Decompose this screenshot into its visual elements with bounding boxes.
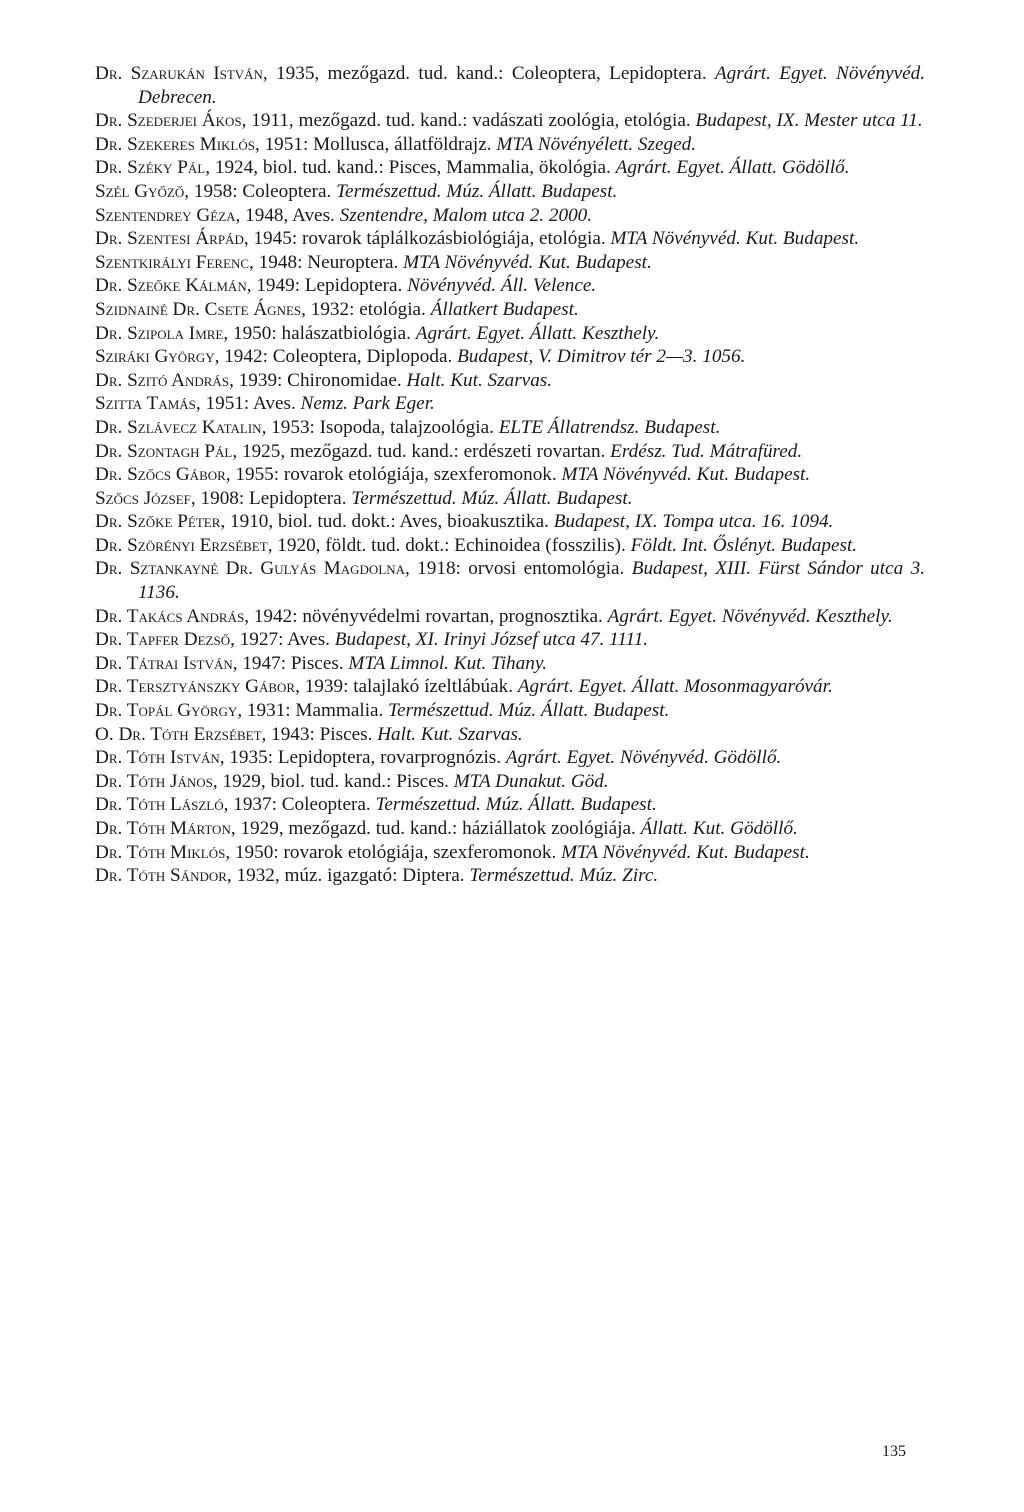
- entry-name: Dr. Tóth Márton: [95, 818, 231, 839]
- entry-name: Dr. Szőcs Gábor: [95, 464, 226, 486]
- entry-info: , 1935, mezőgazd. tud. kand.: Coleoptera, Lepidoptera.: [262, 63, 707, 84]
- entry-affiliation: MTA Növényvéd. Kut. Budapest.: [561, 841, 810, 863]
- entry-name: Dr. Tóth Miklós: [95, 841, 226, 863]
- entry-affiliation: Természettud. Múz. Állatt. Budapest.: [336, 180, 618, 202]
- directory-entry: [95, 534, 925, 558]
- directory-entry: [95, 369, 925, 393]
- entry-affiliation: Agrárt. Egyet. Állatt. Mosonmagyaróvár.: [517, 676, 833, 698]
- entry-affiliation: Állatkert Budapest.: [430, 298, 579, 320]
- entry-name: Dr. Tóth István: [95, 747, 220, 769]
- entry-name: Sziráki György: [95, 346, 215, 368]
- entry-affiliation: ELTE Állatrendsz. Budapest.: [498, 416, 721, 438]
- entry-info: , 1931: Mammalia.: [237, 700, 384, 722]
- entry-info: , 1918: orvosi entomológia.: [405, 558, 625, 580]
- entry-name: Szidnainé Dr. Csete Ágnes: [95, 298, 302, 320]
- entry-affiliation: Halt. Kut. Szarvas.: [406, 369, 553, 391]
- entry-name: Dr. Szontagh Pál: [95, 440, 233, 462]
- entry-name: Dr. Takács András: [95, 605, 245, 627]
- entry-info: , 1939: talajlakó ízeltlábúak.: [295, 676, 514, 698]
- page-number: 135: [882, 1443, 906, 1460]
- directory-entry: [95, 628, 925, 652]
- entry-name: Dr. Tapfer Dezső: [95, 629, 231, 651]
- directory-entry: [95, 510, 925, 534]
- entry-info: , 1910, biol. tud. dokt.: Aves, bioakusztika.: [220, 511, 549, 533]
- directory-entry: [95, 723, 925, 747]
- directory-entry: [95, 841, 925, 865]
- entry-name: Szentendrey Géza: [95, 204, 236, 226]
- entry-info: , 1920, földt. tud. dokt.: Echinoidea (fosszilis).: [267, 534, 626, 556]
- entry-affiliation: Természettud. Múz. Állatt. Budapest.: [375, 794, 657, 816]
- entry-info: , 1948, Aves.: [235, 204, 335, 226]
- entry-affiliation: Agrárt. Egyet. Állatt. Keszthely.: [415, 322, 660, 344]
- entry-info: , 1951: Aves.: [195, 393, 296, 415]
- entry-name: Szitta Tamás: [95, 393, 196, 415]
- directory-entry: [95, 770, 925, 794]
- directory-entry: [95, 746, 925, 770]
- entry-info: , 1951: Mollusca, állatföldrajz.: [254, 133, 492, 155]
- entry-info: , 1911, mezőgazd. tud. kand.: vadászati zoológia, etológia.: [241, 110, 691, 132]
- directory-entry: [95, 557, 925, 604]
- entry-name: Dr. Tátrai István: [95, 652, 233, 674]
- directory-entry: [95, 109, 925, 133]
- entry-info: , 1955: rovarok etológiája, szexferomonok.: [225, 464, 557, 486]
- entry-info: , 1935: Lepidoptera, rovarprognózis.: [219, 747, 502, 769]
- entry-affiliation: MTA Dunakut. Göd.: [453, 770, 609, 792]
- directory-entry: [95, 62, 925, 109]
- entry-info: , 1942: növényvédelmi rovartan, prognosztika.: [244, 605, 603, 627]
- entry-info: , 1932, múz. igazgató: Diptera.: [226, 865, 465, 887]
- entry-info: , 1937: Coleoptera.: [223, 794, 371, 816]
- directory-entry: [95, 156, 925, 180]
- entry-name: Dr. Szederjei Ákos: [95, 110, 242, 132]
- entry-name: Dr. Tóth János: [95, 770, 213, 792]
- directory-entry: [95, 227, 925, 251]
- directory-entry: [95, 345, 925, 369]
- entry-name: Dr. Szlávecz Katalin: [95, 416, 262, 438]
- entry-affiliation: Természettud. Múz. Állatt. Budapest.: [388, 700, 670, 722]
- entry-name: Dr. Szitó András: [95, 369, 230, 391]
- entry-affiliation: MTA Limnol. Kut. Tihany.: [348, 652, 548, 674]
- directory-entry: [95, 392, 925, 416]
- entry-affiliation: Budapest, IX. Mester utca 11.: [695, 110, 923, 132]
- entry-info: , 1950: rovarok etológiája, szexferomonok.: [225, 841, 557, 863]
- directory-entry: [95, 298, 925, 322]
- entry-name: Dr. Topál György: [95, 700, 238, 722]
- entry-info: , 1947: Pisces.: [232, 652, 344, 674]
- directory-entry: [95, 487, 925, 511]
- entry-info: , 1927: Aves.: [230, 629, 330, 651]
- entry-info: , 1953: Isopoda, talajzoológia.: [261, 416, 494, 438]
- entry-affiliation: Nemz. Park Eger.: [300, 393, 435, 415]
- entry-affiliation: Természettud. Múz. Zirc.: [469, 865, 659, 887]
- entry-affiliation: MTA Növényvéd. Kut. Budapest.: [561, 464, 811, 486]
- entry-info: , 1948: Neuroptera.: [249, 251, 399, 273]
- entry-affiliation: MTA Növényvéd. Kut. Budapest.: [610, 228, 860, 250]
- directory-entry: [95, 699, 925, 723]
- entry-affiliation: Budapest, XIII. Fürst Sándor utca 3. 1136.: [138, 558, 925, 604]
- directory-entry: [95, 440, 925, 464]
- entry-info: , 1958: Coleoptera.: [184, 180, 332, 202]
- entry-affiliation: Budapest, V. Dimitrov tér 2—3. 1056.: [457, 346, 746, 368]
- directory-entry: [95, 204, 925, 228]
- entry-affiliation: MTA Növényvéd. Kut. Budapest.: [403, 251, 652, 273]
- directory-entry: [95, 322, 925, 346]
- entry-name: Szél Győző: [95, 180, 185, 202]
- entry-name: Dr. Szeőke Kálmán: [95, 275, 247, 297]
- entry-info: , 1932: etológia.: [301, 298, 426, 320]
- directory-entry: [95, 817, 925, 841]
- entry-affiliation: Agrárt. Egyet. Állatt. Gödöllő.: [615, 157, 850, 179]
- entry-affiliation: Szentendre, Malom utca 2. 2000.: [339, 204, 593, 226]
- entry-name: Dr. Tersztyánszky Gábor: [95, 676, 296, 698]
- entry-name: Dr. Tóth Sándor: [95, 865, 227, 887]
- entry-info: , 1929, mezőgazd. tud. kand.: háziállatok zoológiája.: [230, 818, 636, 839]
- directory-entry: [95, 180, 925, 204]
- entry-info: , 1908: Lepidoptera.: [190, 487, 347, 509]
- entry-info: , 1945: rovarok táplálkozásbiológiája, etológia.: [243, 228, 606, 250]
- entry-affiliation: Agrárt. Egyet. Növényvéd. Gödöllő.: [505, 747, 782, 769]
- directory-entry: [95, 864, 925, 888]
- entry-name: Dr. Szekeres Miklós: [95, 133, 255, 155]
- entry-name: Dr. Széky Pál: [95, 157, 206, 179]
- entry-name: Dr. Szörényi Erzsébet: [95, 534, 268, 556]
- directory-entry: [95, 605, 925, 629]
- entry-affiliation: Halt. Kut. Szarvas.: [377, 723, 523, 745]
- directory-entry: [95, 133, 925, 157]
- entry-info: , 1950: halászatbiológia.: [223, 322, 411, 344]
- entry-info: , 1942: Coleoptera, Diplopoda.: [214, 346, 453, 368]
- entry-info: , 1943: Pisces.: [261, 723, 373, 745]
- entry-affiliation: Agrárt. Egyet. Növényvéd. Debrecen.: [138, 63, 926, 108]
- entry-affiliation: Budapest, IX. Tompa utca. 16. 1094.: [553, 511, 834, 533]
- directory-entry: [95, 675, 925, 699]
- entry-name: Dr. Szipola Imre: [95, 322, 224, 344]
- entry-name: Dr. Sztankayné Dr. Gulyás Magdolna: [95, 558, 405, 580]
- entry-name: Dr. Szentesi Árpád: [95, 228, 244, 250]
- entry-name: Dr. Szőke Péter: [95, 511, 221, 533]
- entry-affiliation: Állatt. Kut. Gödöllő.: [640, 818, 798, 839]
- entry-affiliation: Budapest, XI. Irinyi József utca 47. 1111.: [334, 629, 649, 651]
- entry-affiliation: Agrárt. Egyet. Növényvéd. Keszthely.: [607, 605, 893, 627]
- entry-name: Szentkirályi Ferenc: [95, 251, 250, 273]
- directory-entry: [95, 793, 925, 817]
- entry-name: Dr. Szarukán István: [95, 63, 263, 84]
- entry-info: , 1929, biol. tud. kand.: Pisces.: [212, 770, 449, 792]
- directory-list: [95, 62, 925, 888]
- entry-info: , 1939: Chironomidae.: [229, 369, 402, 391]
- entry-affiliation: Földt. Int. Őslényt. Budapest.: [630, 534, 858, 556]
- directory-entry: [95, 652, 925, 676]
- directory-entry: [95, 463, 925, 487]
- entry-affiliation: Erdész. Tud. Mátrafüred.: [610, 440, 803, 462]
- entry-name: Szőcs József: [95, 487, 191, 509]
- entry-name: O. Dr. Tóth Erzsébet: [95, 723, 262, 745]
- entry-info: , 1949: Lepidoptera.: [246, 275, 403, 297]
- directory-entry: [95, 274, 925, 298]
- entry-info: , 1924, biol. tud. kand.: Pisces, Mammalia, ökológia.: [205, 157, 611, 179]
- entry-affiliation: MTA Növényélett. Szeged.: [496, 133, 697, 155]
- directory-entry: [95, 416, 925, 440]
- entry-name: Dr. Tóth László: [95, 794, 224, 816]
- entry-affiliation: Természettud. Múz. Állatt. Budapest.: [351, 487, 633, 509]
- entry-info: , 1925, mezőgazd. tud. kand.: erdészeti rovartan.: [232, 440, 606, 462]
- entry-affiliation: Növényvéd. Áll. Velence.: [407, 275, 597, 297]
- directory-entry: [95, 251, 925, 275]
